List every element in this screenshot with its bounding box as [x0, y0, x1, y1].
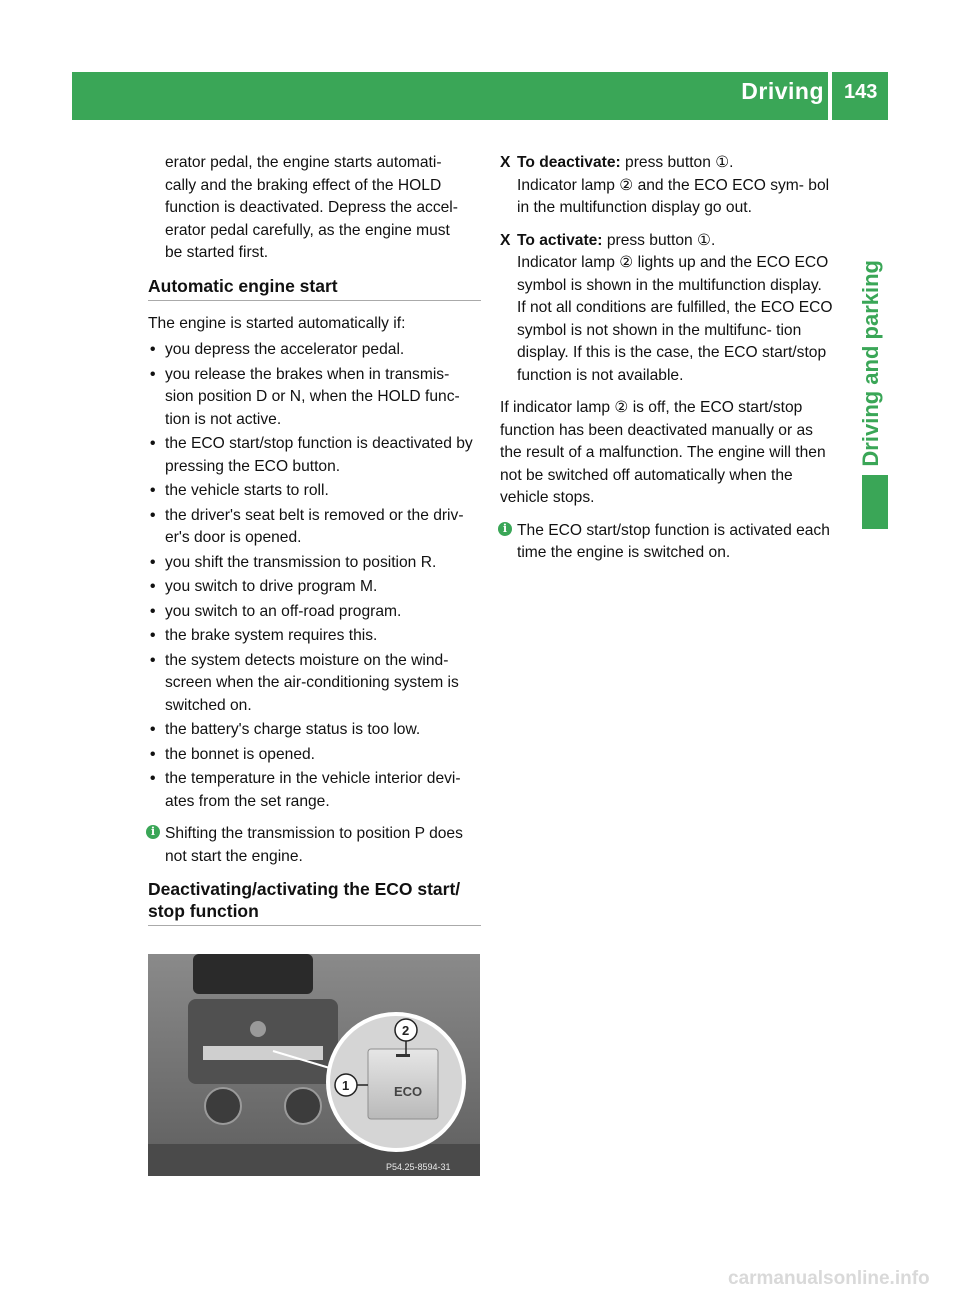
activate-text: press button ①.: [606, 231, 716, 249]
activate-step: [500, 230, 836, 388]
list-item: • you switch to drive program M.: [148, 576, 481, 599]
intro-line: be started first.: [165, 244, 269, 261]
list-item: • the bonnet is opened.: [148, 744, 481, 767]
intro-line: function is deactivated. Depress the accel-: [165, 199, 458, 216]
chapter-title: Driving: [741, 78, 824, 104]
section-heading-eco-function: Deactivating/activating the ECO start/ stop function: [148, 878, 481, 926]
intro-line: erator pedal, the engine starts automati-: [165, 154, 442, 171]
note-text: Shifting the transmission to position P does not start the engine.: [165, 825, 463, 865]
side-tab-text: Driving and parking: [858, 260, 883, 467]
intro-line: cally and the braking effect of the HOLD: [165, 176, 442, 194]
info-icon: i: [498, 522, 512, 536]
info-icon: i: [146, 825, 160, 839]
deactivate-step: [500, 152, 836, 220]
list-item: • you release the brakes when in transmis- sion position D or N, when the HOLD func- tion is not active.: [148, 364, 481, 432]
right-vent-dial: [285, 1088, 321, 1124]
callout-2-label: 2: [402, 1023, 410, 1038]
display-screen: [193, 954, 313, 994]
activate-detail: Indicator lamp ② lights up and the ECO ECO symbol is shown in the multifunction display.: [517, 254, 829, 294]
left-vent-dial: [205, 1088, 241, 1124]
page-number: 143: [844, 81, 878, 103]
button-row: [203, 1046, 323, 1060]
watermark: carmanualsonline.info: [728, 1268, 930, 1289]
info-note-right: [500, 520, 836, 565]
control-knob: [250, 1021, 266, 1037]
step-arrow-icon: X: [500, 231, 511, 249]
intro-paragraph: [148, 152, 481, 265]
center-console: [188, 999, 338, 1084]
note-text-right: The ECO start/stop function is activated each time the engine is switched on.: [517, 521, 830, 561]
eco-button-figure: [148, 954, 480, 1176]
deactivate-detail: Indicator lamp ② and the ECO ECO sym- bol in the multifunction display go out.: [517, 176, 830, 216]
section-intro: The engine is started automatically if:: [148, 314, 406, 332]
list-item: • the temperature in the vehicle interior devi- ates from the set range.: [148, 768, 481, 813]
indicator-paragraph: If indicator lamp ② is off, the ECO start/stop function has been deactivated manually or as the result of a malfunction. The engine will then not be switched off automatically when the vehicle stops.: [500, 399, 826, 506]
list-item: • you shift the transmission to position R.: [148, 552, 481, 575]
list-item: • the system detects moisture on the wind- screen when the air-conditioning system is switched on.: [148, 650, 481, 718]
left-column: [148, 152, 481, 926]
condition-list: [148, 339, 481, 813]
section-heading-automatic-start: Automatic engine start: [148, 275, 481, 301]
list-item: • the driver's seat belt is removed or the driv- er's door is opened.: [148, 505, 481, 550]
list-item: • the brake system requires this.: [148, 625, 481, 648]
activate-detail-2: If not all conditions are fulfilled, the ECO ECO symbol is not shown in the multifunc- tion display. If this is the case, the ECO start/stop function is not available.: [517, 299, 833, 384]
list-item: • the battery's charge status is too low.: [148, 719, 481, 742]
list-item: • the vehicle starts to roll.: [148, 480, 481, 503]
image-code: P54.25-8594-31: [386, 1162, 451, 1172]
intro-line: erator pedal carefully, as the engine must: [165, 221, 450, 239]
list-item: • you switch to an off-road program.: [148, 601, 481, 624]
side-tab-label: [858, 260, 898, 480]
side-tab-marker: [862, 475, 888, 529]
activate-label: To activate:: [517, 231, 603, 249]
header-separator: [828, 72, 832, 120]
right-column: [500, 152, 836, 565]
callout-1-label: 1: [342, 1078, 350, 1093]
list-item: • you depress the accelerator pedal.: [148, 339, 481, 362]
indicator-lamp: [396, 1054, 410, 1057]
deactivate-label: To deactivate:: [517, 154, 621, 171]
step-arrow-icon: X: [500, 154, 511, 171]
deactivate-text: press button ①.: [625, 154, 734, 171]
dashboard-illustration: [148, 954, 480, 1176]
eco-button-label: ECO: [394, 1084, 423, 1099]
list-item: • the ECO start/stop function is deactivated by pressing the ECO button.: [148, 433, 481, 478]
info-note: [148, 823, 481, 868]
